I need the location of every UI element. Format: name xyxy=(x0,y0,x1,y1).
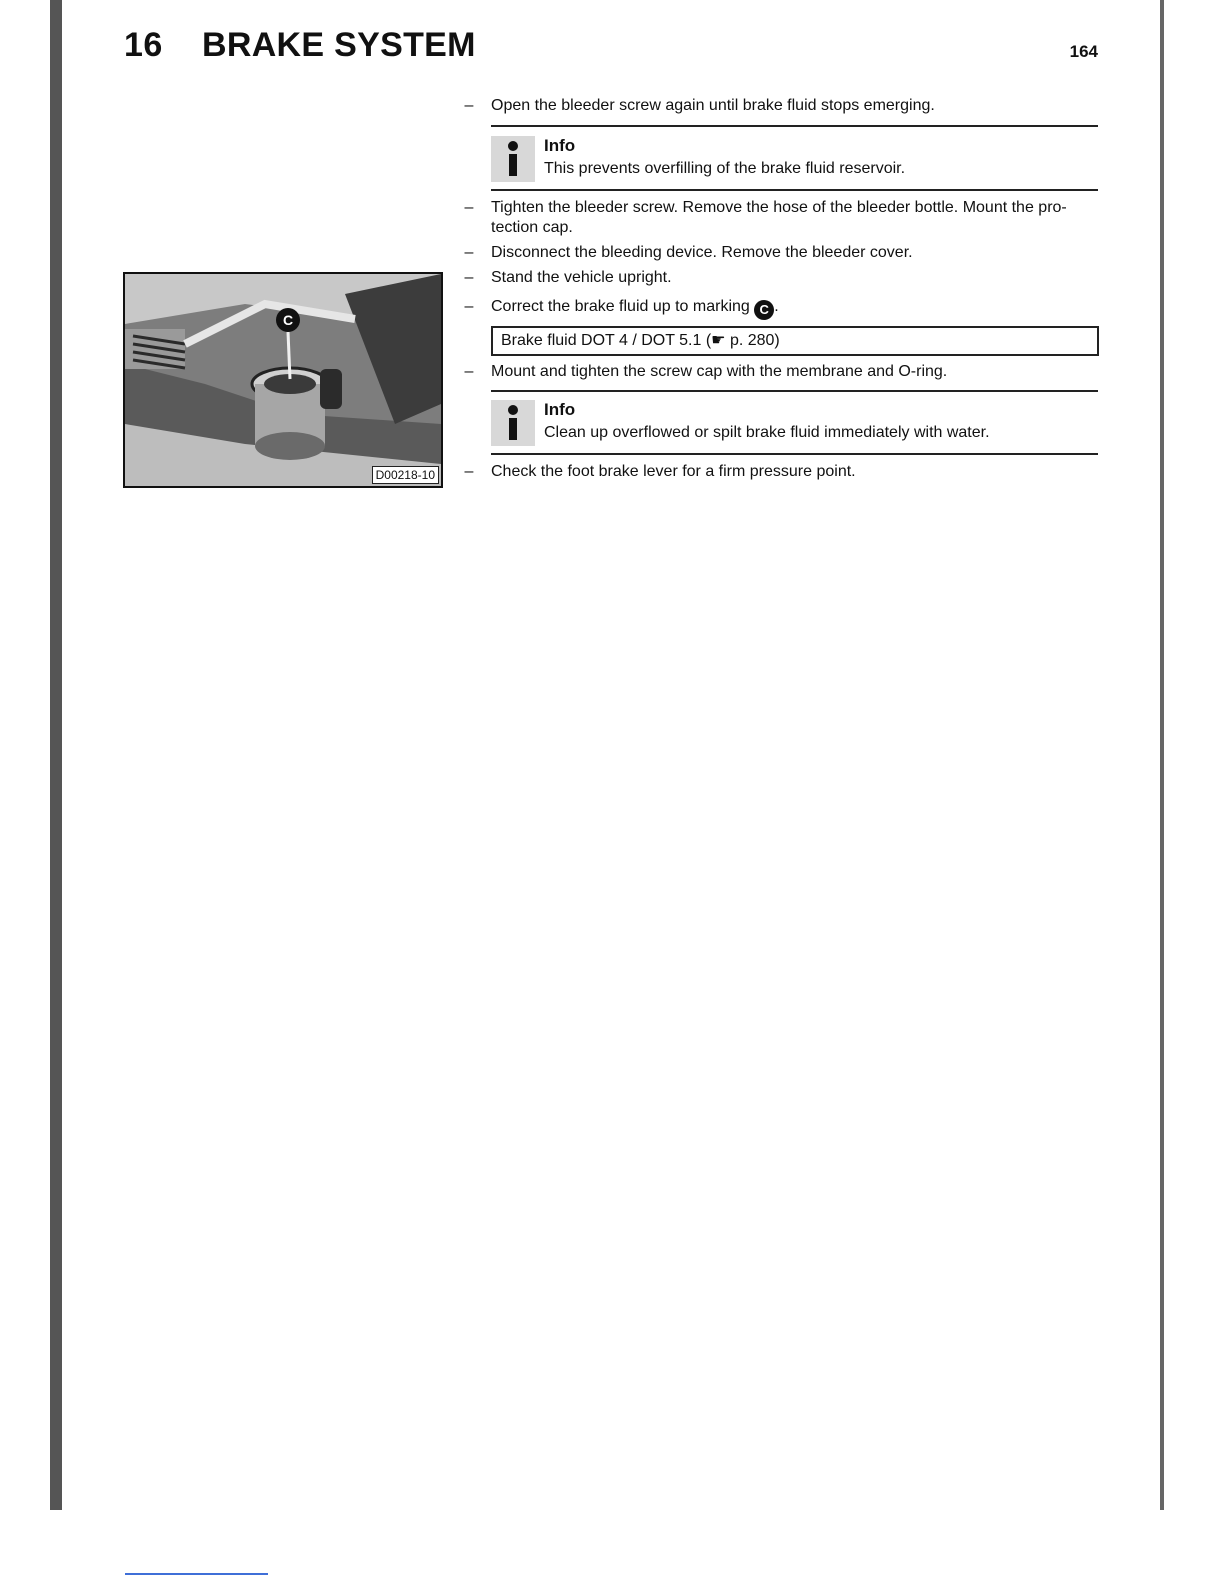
step-dash: – xyxy=(464,244,474,261)
info-text: Clean up overflowed or spilt brake fluid immediately with water. xyxy=(544,424,990,441)
footer-link-underline xyxy=(125,1573,268,1575)
page-edge-right xyxy=(1160,0,1164,1510)
step-text: Open the bleeder screw again until brake fluid stops emerging. xyxy=(491,97,935,114)
info-icon xyxy=(491,136,535,182)
step-text: Stand the vehicle upright. xyxy=(491,269,672,286)
info-icon xyxy=(491,400,535,446)
step-stand-upright xyxy=(462,268,1102,288)
step-dash: – xyxy=(464,269,474,286)
chapter-title: BRAKE SYSTEM xyxy=(202,26,476,64)
info-rule-top xyxy=(491,390,1098,392)
step-text: Disconnect the bleeding device. Remove the bleeder cover. xyxy=(491,244,913,261)
step-open-bleeder xyxy=(462,96,1102,116)
step-text: Tighten the bleeder screw. Remove the hose of the bleeder bottle. Mount the pro- xyxy=(491,199,1067,216)
page-number: 164 xyxy=(1069,42,1098,61)
info-heading: Info xyxy=(544,136,576,155)
step-correct-fluid xyxy=(462,297,1102,320)
marker-c: C xyxy=(754,300,774,320)
step-text: Correct the brake fluid up to marking xyxy=(491,298,750,315)
info-rule-top xyxy=(491,125,1098,127)
step-dash: – xyxy=(464,363,474,380)
step-dash: – xyxy=(464,463,474,480)
step-text-continued: tection cap. xyxy=(491,219,573,236)
photo-code: D00218-10 xyxy=(372,466,439,484)
step-tighten-bleeder xyxy=(462,198,1102,238)
info-heading: Info xyxy=(544,400,576,419)
info-rule-bottom xyxy=(491,189,1098,191)
step-mount-screw-cap xyxy=(462,362,1102,382)
step-dash: – xyxy=(464,298,474,315)
step-text: Check the foot brake lever for a firm pressure point. xyxy=(491,463,856,480)
step-text-end: . xyxy=(774,298,779,315)
step-dash: – xyxy=(464,199,474,216)
info-rule-bottom xyxy=(491,453,1098,455)
step-dash: – xyxy=(464,97,474,114)
step-text: Mount and tighten the screw cap with the membrane and O-ring. xyxy=(491,363,948,380)
page-edge-left xyxy=(50,0,62,1510)
step-disconnect-device xyxy=(462,243,1102,263)
photo-illustration xyxy=(125,274,441,486)
chapter-number: 16 xyxy=(124,26,163,64)
info-text: This prevents overfilling of the brake fluid reservoir. xyxy=(544,160,906,177)
brake-reservoir-photo xyxy=(123,272,443,488)
step-check-brake-lever xyxy=(462,462,1102,482)
photo-marker-c: C xyxy=(282,312,294,328)
brake-fluid-spec: Brake fluid DOT 4 / DOT 5.1 (☛ p. 280) xyxy=(491,326,1099,356)
